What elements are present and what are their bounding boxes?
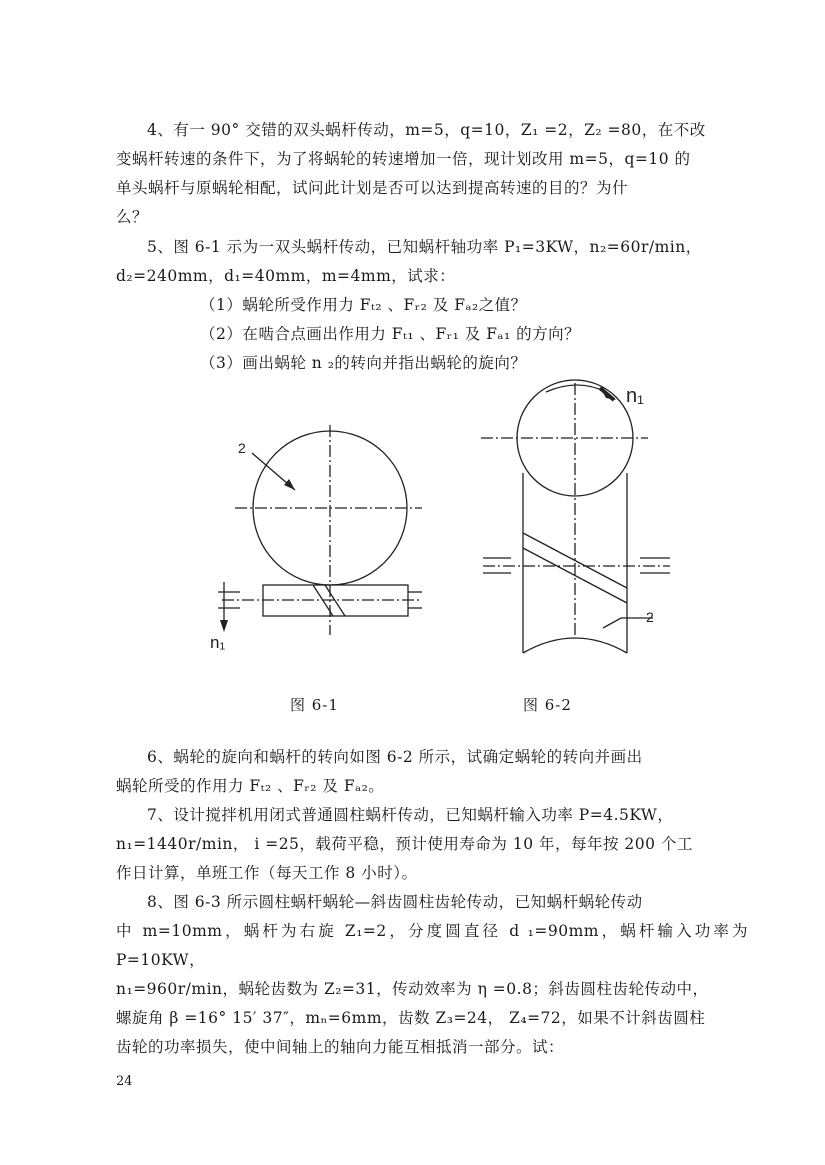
caption-fig-6-1: 图 6-1: [290, 696, 339, 714]
fig1-label-2: 2: [238, 440, 246, 456]
q8-line-4: 螺旋角 β =16° 15′ 37″，mₙ=6mm，齿数 Z₃=24， Z₄=72，如果不计斜齿圆柱: [116, 1009, 706, 1027]
q5-item-1: （1）蜗轮所受作用力 Fₜ₂ 、Fᵣ₂ 及 Fₐ₂之值？: [200, 296, 527, 314]
q5-item-2: （2）在啮合点画出作用力 Fₜ₁ 、Fᵣ₁ 及 Fₐ₁ 的方向？: [200, 325, 581, 343]
q8-line-5: 齿轮的功率损失，使中间轴上的轴向力能互相抵消一部分。试：: [116, 1038, 565, 1056]
n1-arrowhead: [220, 620, 228, 632]
q4-line-3: 单头蜗杆与原蜗轮相配，试问此计划是否可以达到提高转速的目的？为什: [116, 179, 629, 197]
q5-line-1: 5、图 6-1 示为一双头蜗杆传动，已知蜗杆轴功率 P₁=3KW，n₂=60r/min，: [147, 238, 702, 256]
q7-line-1: 7、设计搅拌机用闭式普通圆柱蜗杆传动，已知蜗杆输入功率 P=4.5KW，: [147, 806, 674, 824]
figure-6-1: [200, 420, 440, 660]
question-7: [116, 801, 756, 888]
fig1-label-n1: n₁: [210, 633, 226, 652]
question-4: [116, 116, 756, 232]
fig2-label-n1: n₁: [626, 385, 644, 407]
caption-fig-6-2: 图 6-2: [523, 696, 572, 714]
q7-line-3: 作日计算，单班工作（每天工作 8 小时）。: [116, 864, 418, 882]
n1-rotation-arc: [546, 385, 606, 392]
figure-6-2: [478, 378, 698, 668]
q4-line-4: 么？: [116, 208, 149, 226]
leader-arrowhead: [284, 479, 295, 490]
worm-bottom-arc: [523, 638, 627, 653]
fig2-label-2: 2: [646, 609, 654, 625]
page-number: 24: [116, 1074, 133, 1089]
q4-line-1: 4、有一 90° 交错的双头蜗杆传动，m=5，q=10，Z₁ =2，Z₂ =80，在不改: [147, 121, 706, 139]
q5-item-3: （3）画出蜗轮 n ₂的转向并指出蜗轮的旋向？: [200, 354, 527, 372]
q7-line-2: n₁=1440r/min， i =25，载荷平稳，预计使用寿命为 10 年，每年按 200 个工: [116, 835, 693, 853]
q6-line-2: 蜗轮所受的作用力 Fₜ₂ 、Fᵣ₂ 及 Fₐ₂。: [116, 777, 385, 795]
q8-line-3: n₁=960r/min，蜗轮齿数为 Z₂=31，传动效率为 η =0.8；斜齿圆柱齿轮传动中，: [116, 980, 709, 998]
question-8: [116, 888, 756, 1062]
q8-line-2: 中 m=10mm，蜗杆为右旋 Z₁=2，分度圆直径 d ₁=90mm，蜗杆输入功率为 P=10KW，: [116, 922, 748, 969]
question-5: [116, 233, 756, 291]
q5-line-2: d₂=240mm，d₁=40mm，m=4mm，试求：: [116, 267, 456, 285]
q4-line-2: 变蜗杆转速的条件下，为了将蜗轮的转速增加一倍，现计划改用 m=5，q=10 的: [116, 150, 691, 168]
q8-line-1: 8、图 6-3 所示圆柱蜗杆蜗轮—斜齿圆柱齿轮传动，已知蜗杆蜗轮传动: [147, 893, 643, 911]
question-6: [116, 743, 756, 801]
q6-line-1: 6、蜗轮的旋向和蜗杆的转向如图 6-2 所示，试确定蜗轮的转向并画出: [147, 748, 643, 766]
